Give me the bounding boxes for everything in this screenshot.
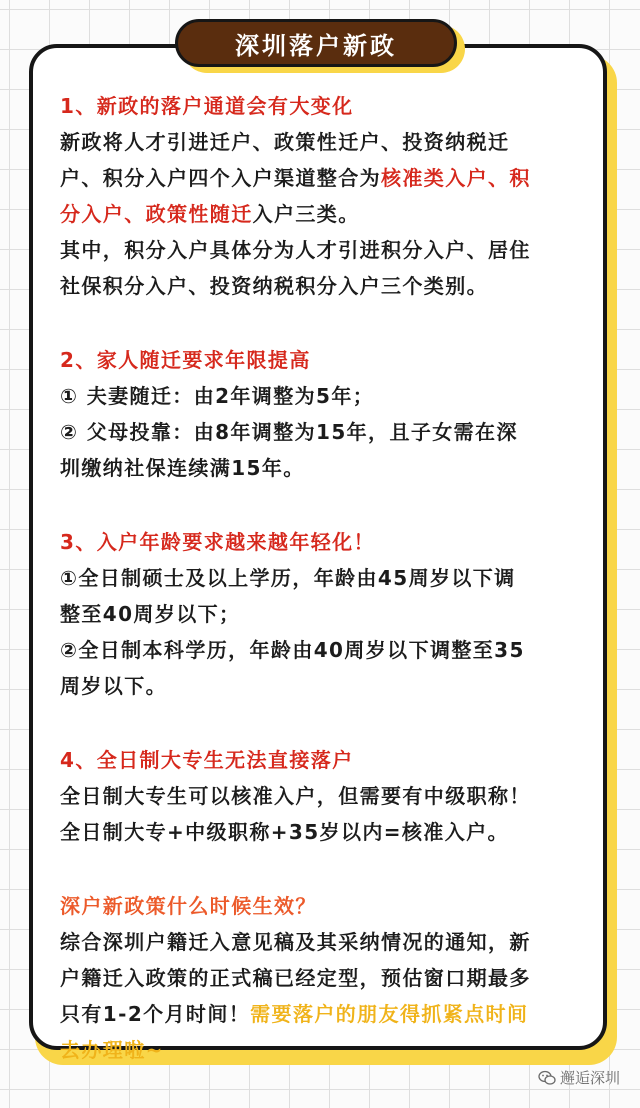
text-run: 入户三类。 xyxy=(252,202,360,226)
paragraph-line: 综合深圳户籍迁入意见稿及其采纳情况的通知，新 xyxy=(60,930,531,954)
text-run: 只有1-2个月时间！ xyxy=(60,1002,251,1026)
page-title: 深圳落户新政 xyxy=(235,31,397,60)
highlight-text: 需要落户的朋友得抓紧点时间 xyxy=(250,1002,529,1026)
paragraph-line: ②全日制本科学历，年龄由40周岁以下调整至35 xyxy=(60,638,525,662)
paragraph-line: ① 夫妻随迁：由2年调整为5年； xyxy=(60,384,375,408)
section-5 xyxy=(60,888,590,1068)
paragraph-line xyxy=(60,996,590,1032)
paragraph-line xyxy=(60,196,590,232)
section-heading: 3、入户年龄要求越来越年轻化！ xyxy=(60,530,375,554)
article-body xyxy=(60,88,590,1106)
watermark xyxy=(538,1067,620,1088)
section-2 xyxy=(60,342,590,486)
title-tab xyxy=(175,19,457,67)
paragraph-line: ①全日制硕士及以上学历，年龄由45周岁以下调 xyxy=(60,566,516,590)
watermark-text: 邂逅深圳 xyxy=(559,1069,620,1087)
section-heading: 1、新政的落户通道会有大变化 xyxy=(60,94,354,118)
paragraph-line xyxy=(60,160,590,196)
paragraph-line: 户籍迁入政策的正式稿已经定型，预估窗口期最多 xyxy=(60,966,531,990)
section-heading: 深户新政策什么时候生效？ xyxy=(60,894,317,918)
wechat-icon xyxy=(538,1070,556,1086)
highlight-text: 分入户、政策性随迁 xyxy=(60,202,253,226)
paragraph-line: 社保积分入户、投资纳税积分入户三个类别。 xyxy=(60,274,488,298)
paragraph-line: 全日制大专+中级职称+35岁以内=核准入户。 xyxy=(60,820,509,844)
paragraph-line: 其中，积分入户具体分为人才引进积分入户、居住 xyxy=(60,238,531,262)
paragraph-line: 整至40周岁以下； xyxy=(60,602,241,626)
paragraph-line: ② 父母投靠：由8年调整为15年，且子女需在深 xyxy=(60,420,518,444)
section-4 xyxy=(60,742,590,850)
paragraph-line: 全日制大专生可以核准入户，但需要有中级职称！ xyxy=(60,784,531,808)
text-run: 户、积分入户四个入户渠道整合为 xyxy=(60,166,381,190)
paragraph-line: 新政将人才引进迁户、政策性迁户、投资纳税迁 xyxy=(60,130,510,154)
section-heading: 4、全日制大专生无法直接落户 xyxy=(60,748,354,772)
highlight-text: 核准类入户、积 xyxy=(381,166,531,190)
paragraph-line: 去办理啦~ xyxy=(60,1038,164,1062)
paragraph-line: 圳缴纳社保连续满15年。 xyxy=(60,456,305,480)
paragraph-line: 周岁以下。 xyxy=(60,674,167,698)
section-heading: 2、家人随迁要求年限提高 xyxy=(60,348,311,372)
section-3 xyxy=(60,524,590,704)
section-1 xyxy=(60,88,590,304)
